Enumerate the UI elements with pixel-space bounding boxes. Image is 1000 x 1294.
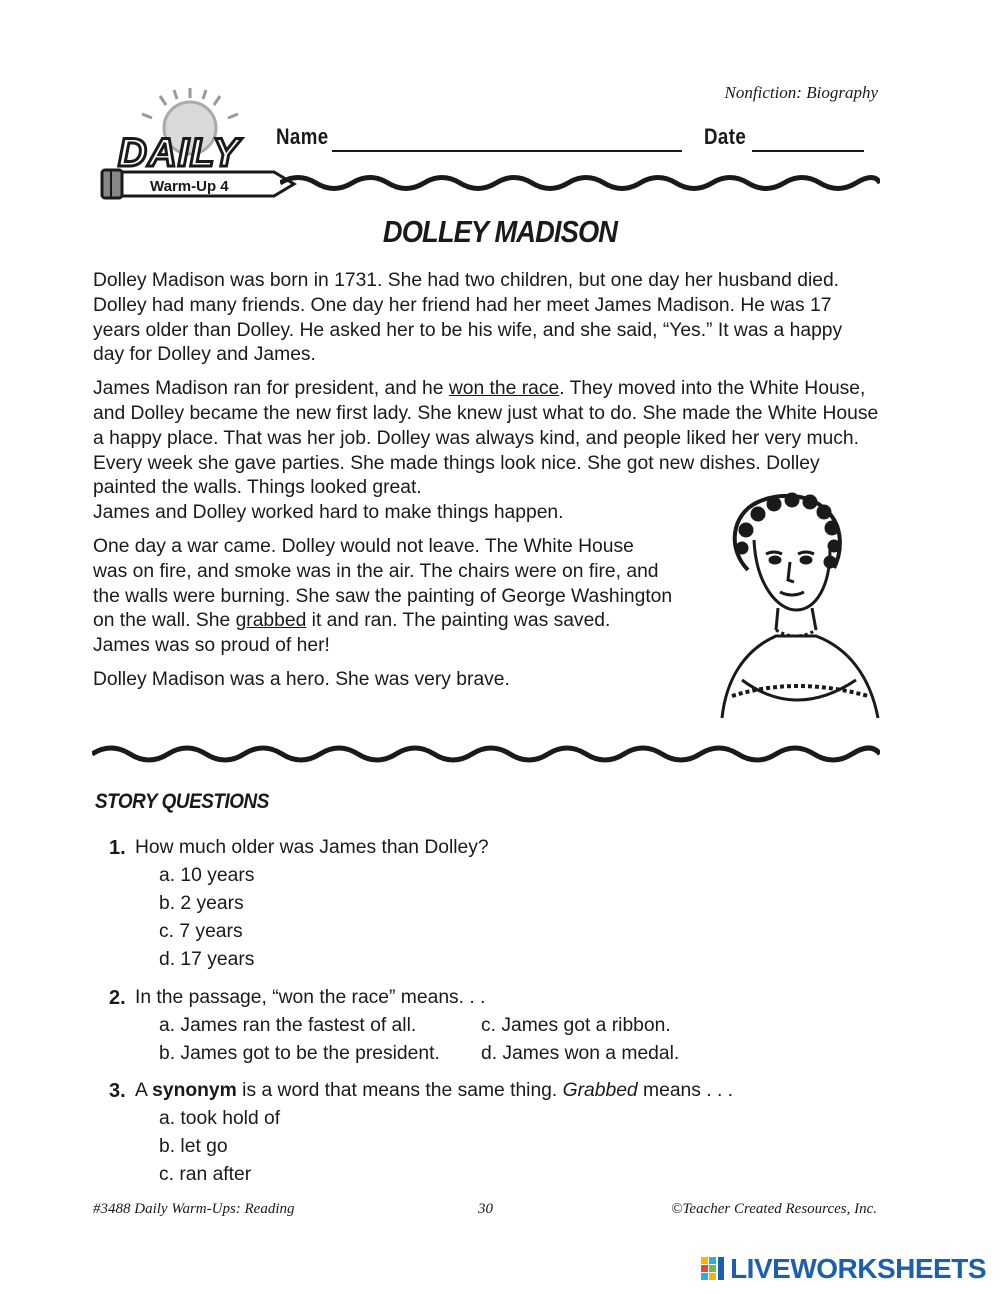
question-text: In the passage, “won the race” means. . . [135, 987, 486, 1008]
passage-line: on the wall. She [93, 610, 236, 632]
passage-line: One day a war came. Dolley would not leave. The White House [93, 535, 634, 557]
question-italic-word: Grabbed [562, 1080, 638, 1101]
wave-divider-top [280, 172, 880, 194]
questions-heading: STORY QUESTIONS [95, 790, 269, 813]
question-text: How much older was James than Dolley? [135, 837, 489, 858]
question-text-part: means . . . [637, 1080, 734, 1101]
page-title: DOLLEY MADISON [382, 214, 618, 249]
question-text [135, 1077, 733, 1105]
date-label: Date [704, 124, 747, 149]
logo-word: DAILY [118, 131, 241, 175]
passage-text: James Madison ran for president, and he [93, 378, 449, 400]
liveworksheets-brand[interactable] [700, 1254, 986, 1284]
answer-option[interactable]: a. James ran the fastest of all. [159, 1015, 417, 1036]
answer-option[interactable]: b. let go [159, 1136, 228, 1157]
passage-line: was on fire, and smoke was in the air. The chairs were on fire, and [93, 560, 659, 582]
question-text-part: A [135, 1080, 153, 1101]
daily-warmup-logo [98, 86, 298, 202]
answer-option[interactable]: b. 2 years [159, 893, 244, 914]
passage-text: . They moved into the White House, and Dolley became the new first lady. She knew just what to do. She made the White House a happy place. That was her job. Dolley was always kind, and people liked her very much. Every week she gave parties. She made things look nice. She got new dishes. Dolley painted the walls. Things looked great. [93, 378, 879, 499]
question-keyword: synonym [152, 1080, 237, 1101]
question-2 [109, 984, 680, 1068]
question-number: 2. [109, 987, 126, 1009]
answer-option[interactable]: c. 7 years [159, 921, 243, 942]
answer-option[interactable]: c. James got a ribbon. [481, 1015, 671, 1036]
name-field[interactable] [332, 150, 682, 152]
answer-option[interactable]: d. James won a medal. [481, 1043, 680, 1064]
passage-line: it and ran. The painting was saved. [306, 610, 611, 632]
passage-paragraph-1: Dolley Madison was born in 1731. She had two children, but one day her husband died. Dolley had many friends. One day her friend had her meet James Madison. He was 17 years older than Dolley. He asked her to be his wife, and she said, “Yes.” It was a happy day for Dolley and James. [93, 270, 843, 366]
answer-option[interactable]: c. ran after [159, 1164, 252, 1185]
passage-line: James was so proud of her! [93, 635, 330, 657]
liveworksheets-wordmark: LIVEWORKSHEETS [730, 1253, 986, 1284]
answer-option[interactable]: a. 10 years [159, 865, 255, 886]
liveworksheets-logo-icon [700, 1256, 726, 1282]
logo-subtitle: Warm-Up 4 [150, 178, 229, 195]
passage-paragraph-4: Dolley Madison was a hero. She was very brave. [93, 668, 510, 690]
name-label: Name [276, 124, 329, 149]
question-3 [109, 1077, 734, 1189]
answer-option[interactable]: a. took hold of [159, 1108, 281, 1129]
category-label: Nonfiction: Biography [724, 83, 878, 102]
date-field[interactable] [752, 150, 864, 152]
passage-line: the walls were burning. She saw the painting of George Washington [93, 585, 673, 607]
page-number: 30 [478, 1201, 493, 1217]
dolley-madison-portrait [718, 490, 882, 722]
question-1 [109, 834, 489, 974]
question-number: 1. [109, 837, 126, 859]
underlined-phrase: won the race [448, 378, 560, 400]
question-number: 3. [109, 1080, 126, 1102]
answer-option[interactable]: d. 17 years [159, 949, 255, 970]
underlined-word: grabbed [235, 610, 307, 632]
answer-option[interactable]: b. James got to be the president. [159, 1043, 440, 1064]
question-text-part: is a word that means the same thing. [236, 1080, 563, 1101]
footer-left: #3488 Daily Warm-Ups: Reading [93, 1201, 295, 1217]
passage-text: James and Dolley worked hard to make things happen. [93, 502, 564, 524]
footer-right: ©Teacher Created Resources, Inc. [671, 1201, 877, 1217]
wave-divider-middle [92, 742, 880, 766]
